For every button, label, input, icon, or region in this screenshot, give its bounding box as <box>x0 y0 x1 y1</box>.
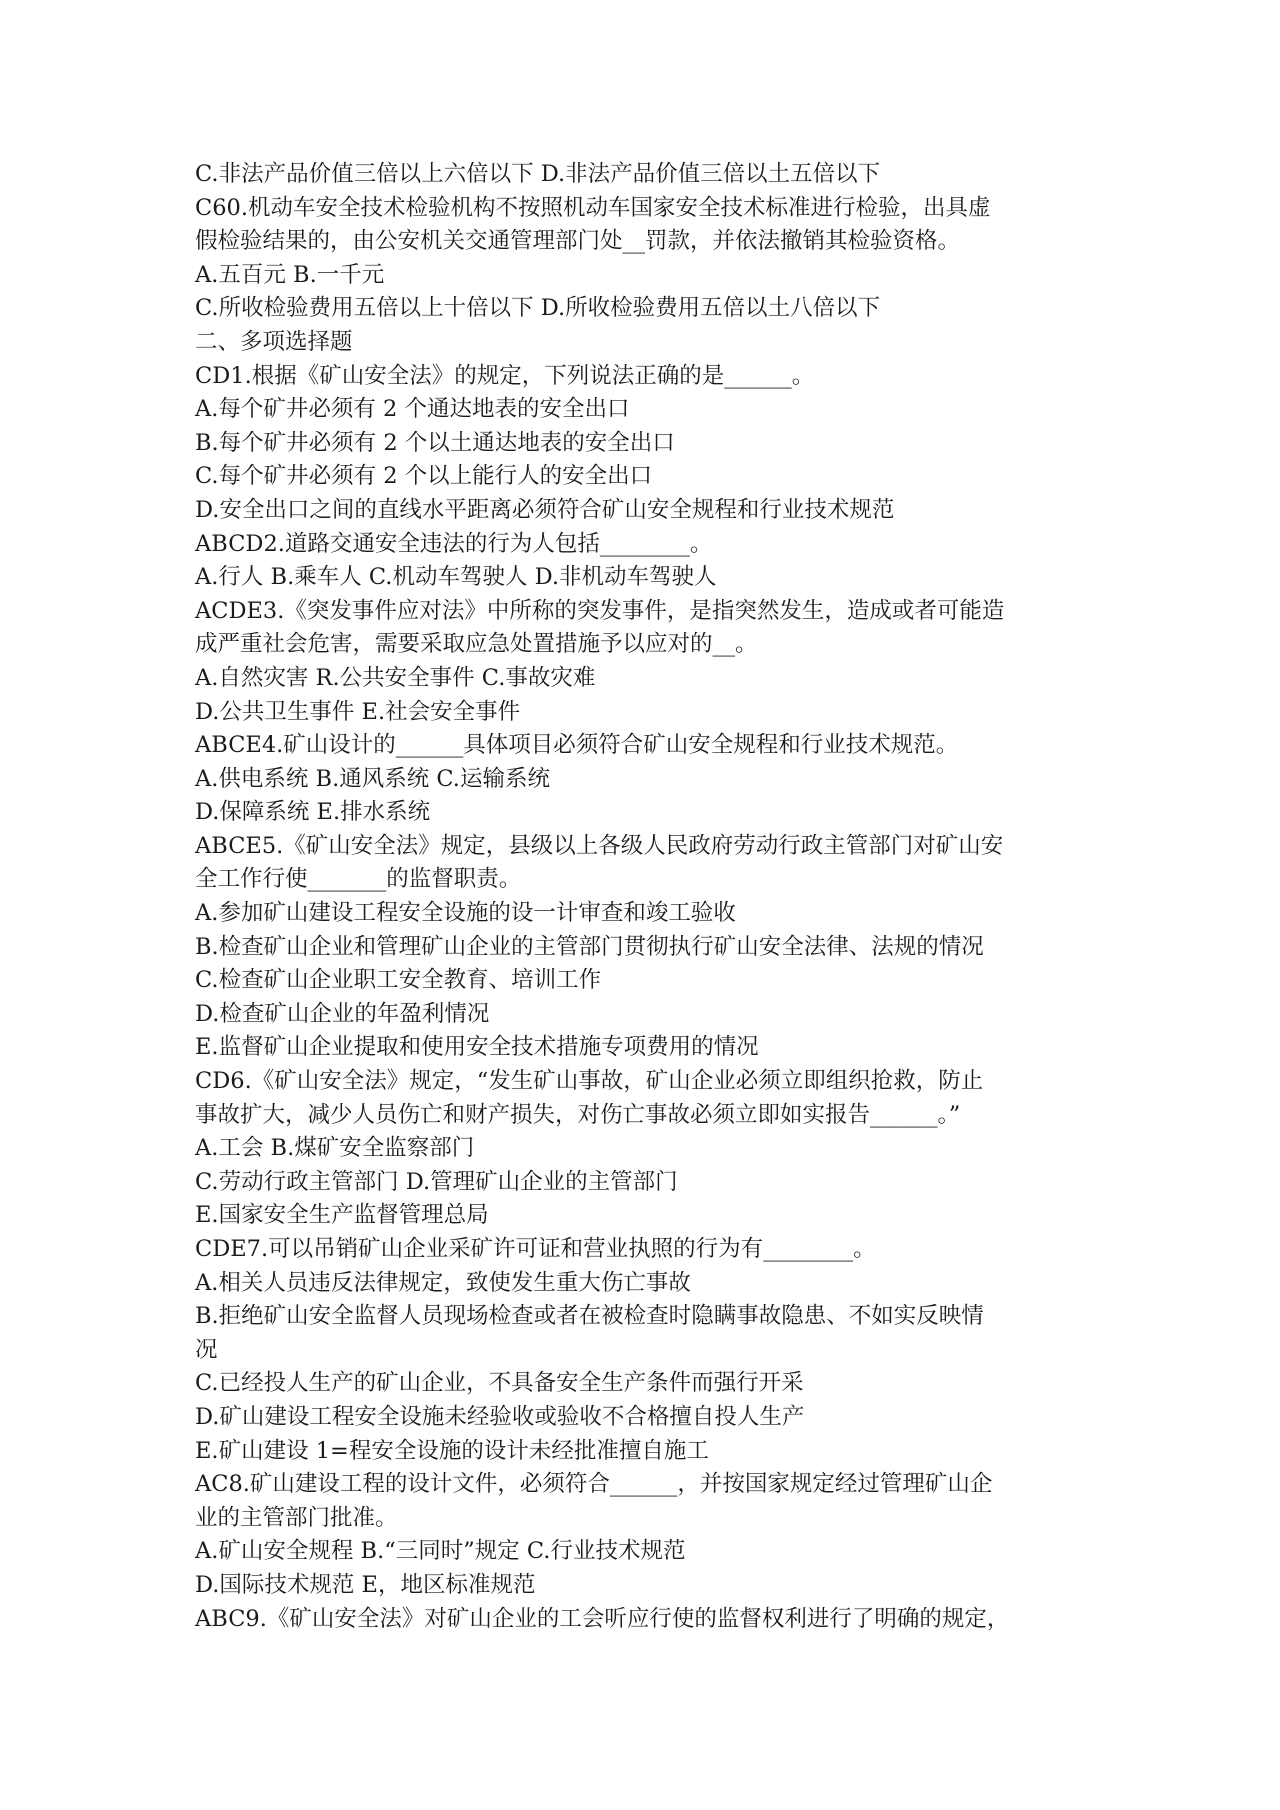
text-line: C.非法产品价值三倍以上六倍以下 D.非法产品价值三倍以土五倍以下 <box>195 161 881 187</box>
text-line: 业的主管部门批准。 <box>195 1504 398 1531</box>
section-heading: 二、多项选择题 <box>195 328 353 355</box>
option-line: D.矿山建设工程安全设施未经验收或验收不合格擅自投人生产 <box>195 1403 805 1430</box>
text-line: 假检验结果的，由公安机关交通管理部门处__罚款，并依法撤销其检验资格。 <box>195 228 961 255</box>
document-body <box>195 158 1100 1636</box>
option-line: B.检查矿山企业和管理矿山企业的主管部门贯彻执行矿山安全法律、法规的情况 <box>195 933 984 960</box>
option-line: D.检查矿山企业的年盈利情况 <box>195 1000 490 1027</box>
option-line: A.行人 B.乘车人 C.机动车驾驶人 D.非机动车驾驶人 <box>195 564 717 591</box>
text-line: 全工作行使_______的监督职责。 <box>195 866 522 893</box>
option-line: D.公共卫生事件 E.社会安全事件 <box>195 698 521 725</box>
option-line: E.矿山建设 1=程安全设施的设计未经批准擅自施工 <box>195 1437 709 1464</box>
option-line: A.五百元 B.一千元 <box>195 261 385 288</box>
question-line: ABCD2.道路交通安全违法的行为人包括________。 <box>195 530 713 557</box>
option-line: C.已经投人生产的矿山企业，不具备安全生产条件而强行开采 <box>195 1370 804 1397</box>
option-line: A.自然灾害 R.公共安全事件 C.事故灾难 <box>195 664 596 691</box>
question-line: AC8.矿山建设工程的设计文件，必须符合______，并按国家规定经过管理矿山企 <box>195 1471 993 1498</box>
option-line: C.每个矿井必须有 2 个以上能行人的安全出口 <box>195 463 653 490</box>
option-line: E.监督矿山企业提取和使用安全技术措施专项费用的情况 <box>195 1034 759 1061</box>
option-line: A.矿山安全规程 B.“三同时”规定 C.行业技术规范 <box>195 1538 686 1565</box>
question-line: C60.机动车安全技术检验机构不按照机动车国家安全技术标准进行检验，出具虚 <box>195 194 991 221</box>
question-line: ACDE3.《突发事件应对法》中所称的突发事件，是指突然发生，造成或者可能造 <box>195 597 1005 624</box>
question-line: ABCE5.《矿山安全法》规定，县级以上各级人民政府劳动行政主管部门对矿山安 <box>195 832 1004 859</box>
option-line: D.保障系统 E.排水系统 <box>195 799 431 826</box>
option-line: A.参加矿山建设工程安全设施的设一计审查和竣工验收 <box>195 900 736 927</box>
option-line: C.检查矿山企业职工安全教育、培训工作 <box>195 967 602 994</box>
option-line: D.国际技术规范 E，地区标准规范 <box>195 1571 536 1598</box>
option-line: D.安全出口之间的直线水平距离必须符合矿山安全规程和行业技术规范 <box>195 496 895 523</box>
option-line: A.每个矿井必须有 2 个通达地表的安全出口 <box>195 396 630 423</box>
question-line: CD1.根据《矿山安全法》的规定，下列说法正确的是______。 <box>195 362 815 389</box>
text-line: 成严重社会危害，需要采取应急处置措施予以应对的__。 <box>195 631 758 658</box>
option-line: A.相关人员违反法律规定，致使发生重大伤亡事故 <box>195 1269 691 1296</box>
option-line: B.拒绝矿山安全监督人员现场检查或者在被检查时隐瞒事故隐患、不如实反映情 <box>195 1303 984 1330</box>
question-line: CD6.《矿山安全法》规定，“发生矿山事故，矿山企业必须立即组织抢救，防止 <box>195 1068 984 1095</box>
text-line: 事故扩大，减少人员伤亡和财产损失，对伤亡事故必须立即如实报告______。” <box>195 1101 961 1128</box>
option-line: E.国家安全生产监督管理总局 <box>195 1202 489 1229</box>
option-line: A.工会 B.煤矿安全监察部门 <box>195 1135 475 1162</box>
text-line: 况 <box>195 1336 218 1363</box>
question-line: CDE7.可以吊销矿山企业采矿许可证和营业执照的行为有________。 <box>195 1236 876 1262</box>
option-line: A.供电系统 B.通风系统 C.运输系统 <box>195 765 550 792</box>
option-line: C.劳动行政主管部门 D.管理矿山企业的主管部门 <box>195 1168 678 1195</box>
option-line: B.每个矿井必须有 2 个以土通达地表的安全出口 <box>195 429 675 456</box>
option-line: C.所收检验费用五倍以上十倍以下 D.所收检验费用五倍以土八倍以下 <box>195 295 881 322</box>
question-line: ABCE4.矿山设计的______具体项目必须符合矿山安全规程和行业技术规范。 <box>195 732 959 759</box>
question-line: ABC9.《矿山安全法》对矿山企业的工会听应行使的监督权利进行了明确的规定， <box>195 1605 1010 1632</box>
